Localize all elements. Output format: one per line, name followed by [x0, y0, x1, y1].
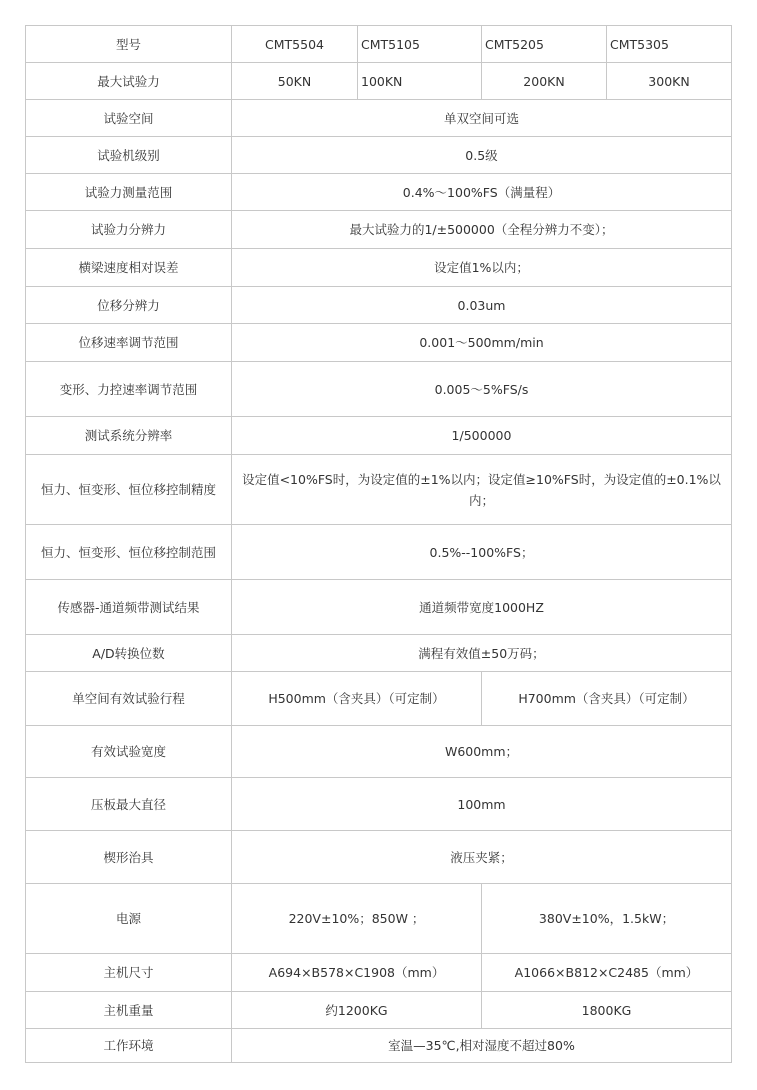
table-row	[26, 1029, 732, 1063]
model-cell: CMT5305	[607, 26, 732, 63]
table-row	[26, 954, 732, 992]
row-label: 试验力测量范围	[26, 174, 232, 211]
row-value-left: 约1200KG	[232, 992, 482, 1029]
row-value: 100mm	[232, 778, 732, 831]
row-label: 楔形治具	[26, 831, 232, 884]
row-label: 最大试验力	[26, 63, 232, 100]
table-row	[26, 63, 732, 100]
max-force-cell: 300KN	[607, 63, 732, 100]
row-value-right: 380V±10%，1.5kW；	[482, 884, 732, 954]
table-row	[26, 137, 732, 174]
row-value-right: 1800KG	[482, 992, 732, 1029]
row-value: 0.005～5%FS/s	[232, 362, 732, 417]
row-value: 设定值1%以内；	[232, 249, 732, 287]
table-row	[26, 417, 732, 455]
row-label: 电源	[26, 884, 232, 954]
row-label: 恒力、恒变形、恒位移控制范围	[26, 525, 232, 580]
table-row	[26, 362, 732, 417]
row-value: 满程有效值±50万码；	[232, 635, 732, 672]
row-value: 最大试验力的1/±500000（全程分辨力不变）；	[232, 211, 732, 249]
row-value: 单双空间可选	[232, 100, 732, 137]
row-label: 恒力、恒变形、恒位移控制精度	[26, 455, 232, 525]
spec-table	[25, 25, 732, 1063]
row-value-right: A1066×B812×C2485（mm）	[482, 954, 732, 992]
table-row	[26, 100, 732, 137]
row-label: 试验空间	[26, 100, 232, 137]
row-value-left: 220V±10%；850W ；	[232, 884, 482, 954]
model-cell: CMT5105	[358, 26, 482, 63]
row-label: 横梁速度相对误差	[26, 249, 232, 287]
row-label: 主机尺寸	[26, 954, 232, 992]
row-value-left: A694×B578×C1908（mm）	[232, 954, 482, 992]
row-value-left: H500mm（含夹具）（可定制）	[232, 672, 482, 726]
row-value: W600mm；	[232, 726, 732, 778]
row-value: 0.03um	[232, 287, 732, 324]
row-label: 压板最大直径	[26, 778, 232, 831]
row-value-right: H700mm（含夹具）（可定制）	[482, 672, 732, 726]
table-row	[26, 455, 732, 525]
row-label: 主机重量	[26, 992, 232, 1029]
table-row	[26, 580, 732, 635]
table-row	[26, 249, 732, 287]
table-row	[26, 174, 732, 211]
row-label: A/D转换位数	[26, 635, 232, 672]
row-value: 液压夹紧；	[232, 831, 732, 884]
row-label: 工作环境	[26, 1029, 232, 1063]
row-label: 型号	[26, 26, 232, 63]
row-label: 有效试验宽度	[26, 726, 232, 778]
table-row	[26, 26, 732, 63]
model-cell: CMT5205	[482, 26, 607, 63]
row-value: 设定值<10%FS时，为设定值的±1%以内；设定值≥10%FS时，为设定值的±0.1%以内；	[232, 455, 732, 525]
table-row	[26, 831, 732, 884]
row-value: 1/500000	[232, 417, 732, 455]
table-row	[26, 525, 732, 580]
table-row	[26, 992, 732, 1029]
table-row	[26, 726, 732, 778]
row-label: 位移分辨力	[26, 287, 232, 324]
row-label: 试验机级别	[26, 137, 232, 174]
row-value: 室温—35℃,相对湿度不超过80%	[232, 1029, 732, 1063]
table-row	[26, 211, 732, 249]
row-label: 单空间有效试验行程	[26, 672, 232, 726]
max-force-cell: 50KN	[232, 63, 358, 100]
row-value: 0.001～500mm/min	[232, 324, 732, 362]
table-row	[26, 672, 732, 726]
table-row	[26, 635, 732, 672]
table-row	[26, 884, 732, 954]
row-label: 测试系统分辨率	[26, 417, 232, 455]
table-row	[26, 778, 732, 831]
table-row	[26, 324, 732, 362]
row-label: 试验力分辨力	[26, 211, 232, 249]
row-value: 通道频带宽度1000HZ	[232, 580, 732, 635]
row-value: 0.4%～100%FS（满量程）	[232, 174, 732, 211]
row-label: 变形、力控速率调节范围	[26, 362, 232, 417]
table-row	[26, 287, 732, 324]
row-label: 传感器-通道频带测试结果	[26, 580, 232, 635]
max-force-cell: 200KN	[482, 63, 607, 100]
row-value: 0.5%--100%FS；	[232, 525, 732, 580]
row-label: 位移速率调节范围	[26, 324, 232, 362]
model-cell: CMT5504	[232, 26, 358, 63]
row-value: 0.5级	[232, 137, 732, 174]
max-force-cell: 100KN	[358, 63, 482, 100]
